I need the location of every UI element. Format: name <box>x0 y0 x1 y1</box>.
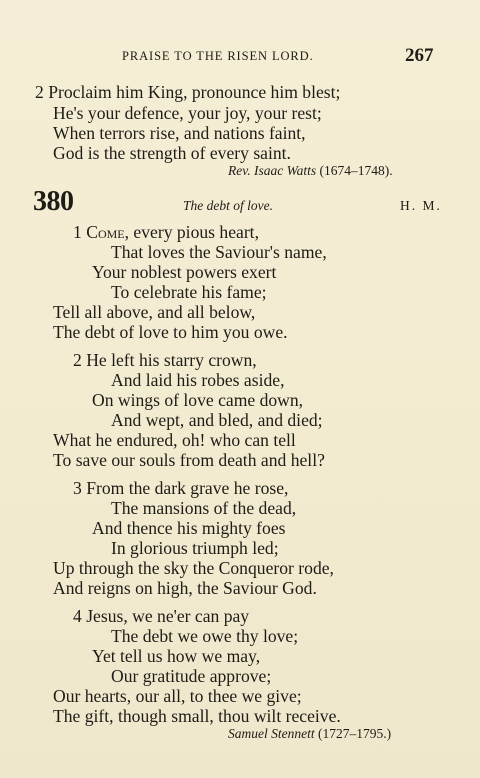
hymn-number: 380 <box>33 186 74 217</box>
author-dates: (1727–1795.) <box>317 726 392 741</box>
hymn-title: The debt of love. <box>183 198 273 213</box>
prev-hymn-attribution <box>228 163 393 179</box>
author-dates: (1674–1748). <box>319 163 393 178</box>
stanza-number: 1 <box>73 222 82 242</box>
stanza-1-line: To celebrate his fame; <box>111 282 267 302</box>
prev-hymn-line: He's your defence, your joy, your rest; <box>53 103 322 123</box>
stanza-3-line: And reigns on high, the Saviour God. <box>53 578 317 598</box>
stanza-2-line: To save our souls from death and hell? <box>53 450 325 470</box>
stanza-4-line: Yet tell us how we may, <box>92 646 261 666</box>
prev-hymn-line: God is the strength of every saint. <box>53 143 291 163</box>
stanza-4-line: Our hearts, our all, to thee we give; <box>53 686 302 706</box>
author-name: Samuel Stennett <box>228 726 315 741</box>
hymn-attribution <box>228 726 391 742</box>
stanza-1-line: Your noblest powers exert <box>92 262 277 282</box>
stanza-2-line: And wept, and bled, and died; <box>111 410 323 430</box>
hymn-meter: H. M. <box>400 198 442 213</box>
stanza-4-line: The gift, though small, thou wilt receive. <box>53 706 341 726</box>
page-number: 267 <box>405 45 434 66</box>
stanza-1-line: That loves the Saviour's name, <box>111 242 327 262</box>
stanza-2-line: 2 He left his starry crown, <box>73 350 257 370</box>
stanza-first-rest: every pious heart, <box>129 222 259 242</box>
stanza-1-line: Tell all above, and all below, <box>53 302 256 322</box>
stanza-3-line: In glorious triumph led; <box>111 538 279 558</box>
stanza-1-line-1 <box>73 222 259 242</box>
stanza-2-line: What he endured, oh! who can tell <box>53 430 296 450</box>
stanza-3-line: Up through the sky the Conqueror rode, <box>53 558 334 578</box>
author-name: Rev. Isaac Watts <box>228 163 317 178</box>
stanza-4-line: 4 Jesus, we ne'er can pay <box>73 606 250 626</box>
stanza-1-line: The debt of love to him you owe. <box>53 322 288 342</box>
stanza-3-line: And thence his mighty foes <box>92 518 286 538</box>
running-title: PRAISE TO THE RISEN LORD. <box>122 49 314 63</box>
stanza-4-line: Our gratitude approve; <box>111 666 272 686</box>
running-head <box>0 45 480 69</box>
prev-hymn-line: 2 Proclaim him King, pronounce him blest; <box>35 82 341 102</box>
stanza-3-line: 3 From the dark grave he rose, <box>73 478 289 498</box>
stanza-3-line: The mansions of the dead, <box>111 498 297 518</box>
prev-hymn-line: When terrors rise, and nations faint, <box>53 123 306 143</box>
stanza-first-word: Come, <box>86 222 130 242</box>
stanza-2-line: On wings of love came down, <box>92 390 304 410</box>
stanza-2-line: And laid his robes aside, <box>111 370 285 390</box>
stanza-4-line: The debt we owe thy love; <box>111 626 299 646</box>
